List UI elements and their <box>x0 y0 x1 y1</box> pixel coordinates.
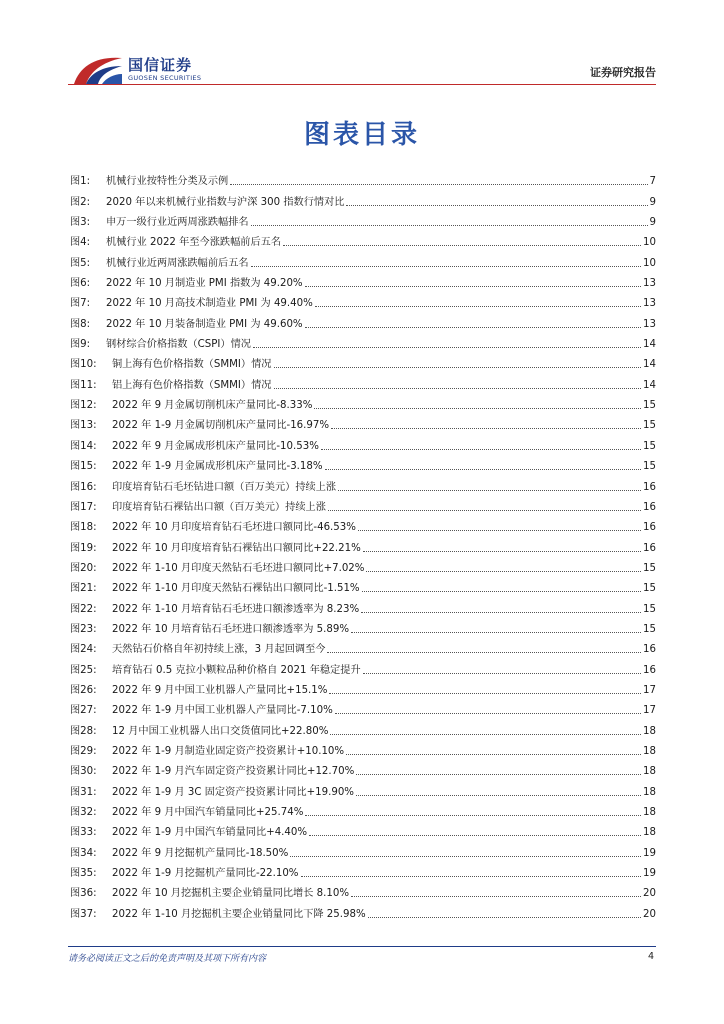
toc-entry-title: 2022 年 9 月金属成形机床产量同比-10.53% <box>112 440 319 452</box>
toc-leader-dots <box>346 205 647 206</box>
toc-entry-title: 2022 年 1-9 月制造业固定资产投资累计+10.10% <box>112 745 345 757</box>
toc-leader-dots <box>358 530 641 531</box>
toc-leader-dots <box>314 408 641 409</box>
toc-entry-page: 16 <box>643 644 656 656</box>
toc-entry[interactable] <box>70 697 656 717</box>
toc-entry-label: 图20: <box>70 562 97 574</box>
toc-entry-page: 9 <box>649 196 656 208</box>
toc-entry-title: 2022 年 1-9 月挖掘机产量同比-22.10% <box>112 868 299 880</box>
toc-entry-title: 2022 年 10 月印度培育钻石毛坯进口额同比-46.53% <box>112 522 356 534</box>
toc-entry-title: 钢材综合价格指数（CSPI）情况 <box>106 339 251 351</box>
toc-entry-label: 图4: <box>70 237 91 249</box>
toc-entry[interactable] <box>70 188 656 208</box>
toc-entry-label: 图12: <box>70 400 97 412</box>
page-title: 图表目录 <box>303 120 420 150</box>
toc-entry-title: 2022 年 1-9 月汽车固定资产投资累计同比+12.70% <box>112 766 355 778</box>
toc-entry-label: 图30: <box>70 766 97 778</box>
toc-entry-page: 18 <box>643 786 656 798</box>
toc-leader-dots <box>251 266 641 267</box>
toc-entry-title: 培育钻石 0.5 克拉小颗粒品种价格自 2021 年稳定提升 <box>112 664 361 676</box>
toc-leader-dots <box>356 774 641 775</box>
toc-entry-title: 铜上海有色价格指数（SMMI）情况 <box>112 359 272 371</box>
toc-entry[interactable] <box>70 636 656 656</box>
toc-entry-page: 20 <box>643 908 656 920</box>
toc-entry-title: 2022 年 9 月挖掘机产量同比-18.50% <box>112 847 289 859</box>
toc-entry-label: 图35: <box>70 868 97 880</box>
toc-entry-page: 16 <box>643 501 656 513</box>
toc-entry-page: 15 <box>643 461 656 473</box>
toc-leader-dots <box>351 896 641 897</box>
toc-leader-dots <box>274 388 642 389</box>
toc-entry[interactable] <box>70 432 656 452</box>
toc-entry-title: 2022 年 1-9 月金属切削机床产量同比-16.97% <box>112 420 330 432</box>
toc-leader-dots <box>325 469 641 470</box>
toc-leader-dots <box>361 612 641 613</box>
toc-entry-title: 2022 年 9 月中国工业机器人产量同比+15.1% <box>112 684 328 696</box>
toc-entry-title: 2022 年 1-9 月 3C 固定资产投资累计同比+19.90% <box>112 786 354 798</box>
toc-entry[interactable] <box>70 168 656 188</box>
toc-entry-label: 图24: <box>70 644 97 656</box>
toc-leader-dots <box>283 245 641 246</box>
toc-entry-page: 17 <box>643 705 656 717</box>
toc-entry-title: 机械行业近两周涨跌幅前后五名 <box>106 257 249 269</box>
toc-leader-dots <box>321 449 641 450</box>
toc-leader-dots <box>305 815 641 816</box>
page-number: 4 <box>647 951 654 962</box>
toc-entry[interactable] <box>70 656 656 676</box>
toc-entry[interactable] <box>70 575 656 595</box>
toc-entry[interactable] <box>70 310 656 330</box>
toc-entry-label: 图6: <box>70 278 91 290</box>
toc-entry[interactable] <box>70 555 656 575</box>
toc-leader-dots <box>363 673 641 674</box>
toc-entry-page: 17 <box>643 684 656 696</box>
toc-entry-page: 9 <box>649 217 656 229</box>
toc-entry-title: 2022 年 10 月装备制造业 PMI 为 49.60% <box>106 318 303 330</box>
toc-entry-title: 12 月中国工业机器人出口交货值同比+22.80% <box>112 725 329 737</box>
toc-leader-dots <box>253 347 641 348</box>
toc-leader-dots <box>230 184 647 185</box>
toc-entry-title: 2022 年 1-9 月中国工业机器人产量同比-7.10% <box>112 705 333 717</box>
logo-chinese-name: 国信证券 <box>128 56 193 74</box>
toc-entry-page: 15 <box>643 400 656 412</box>
toc-entry-title: 2022 年 1-9 月金属成形机床产量同比-3.18% <box>112 461 323 473</box>
toc-entry-page: 15 <box>643 440 656 452</box>
toc-entry-page: 15 <box>643 603 656 615</box>
toc-entry-page: 16 <box>643 522 656 534</box>
toc-entry-title: 2020 年以来机械行业指数与沪深 300 指数行情对比 <box>106 196 345 208</box>
toc-entry-title: 2022 年 1-10 月培育钻石毛坯进口额渗透率为 8.23% <box>112 603 360 615</box>
toc-entry[interactable] <box>70 514 656 534</box>
toc-entry-label: 图37: <box>70 908 97 920</box>
toc-entry-label: 图34: <box>70 847 97 859</box>
toc-entry[interactable] <box>70 758 656 778</box>
toc-entry-title: 2022 年 10 月高技术制造业 PMI 为 49.40% <box>106 298 313 310</box>
toc-entry-page: 14 <box>643 359 656 371</box>
guosen-logo-icon <box>72 52 124 86</box>
toc-leader-dots <box>290 856 641 857</box>
toc-entry-title: 铝上海有色价格指数（SMMI）情况 <box>112 379 272 391</box>
toc-entry-label: 图33: <box>70 827 97 839</box>
toc-leader-dots <box>301 876 642 877</box>
toc-entry-title: 2022 年 1-10 月印度天然钻石裸钻出口额同比-1.51% <box>112 583 360 595</box>
toc-entry-label: 图1: <box>70 176 91 188</box>
footer-divider <box>68 946 656 947</box>
toc-entry[interactable] <box>70 880 656 900</box>
toc-leader-dots <box>309 835 641 836</box>
toc-entry-label: 图10: <box>70 359 97 371</box>
toc-entry-label: 图11: <box>70 379 97 391</box>
toc-entry-page: 18 <box>643 827 656 839</box>
toc-entry[interactable] <box>70 351 656 371</box>
toc-entry-label: 图26: <box>70 684 97 696</box>
toc-leader-dots <box>366 571 641 572</box>
toc-entry-title: 2022 年 1-9 月中国汽车销量同比+4.40% <box>112 827 308 839</box>
toc-entry[interactable] <box>70 819 656 839</box>
toc-entry[interactable] <box>70 229 656 249</box>
toc-leader-dots <box>368 917 641 918</box>
toc-leader-dots <box>362 591 641 592</box>
toc-entry-page: 18 <box>643 745 656 757</box>
toc-leader-dots <box>251 225 648 226</box>
toc-entry-title: 2022 年 10 月制造业 PMI 指数为 49.20% <box>106 278 303 290</box>
toc-entry[interactable] <box>70 799 656 819</box>
toc-entry-label: 图27: <box>70 705 97 717</box>
header-divider <box>68 84 656 85</box>
toc-entry[interactable] <box>70 717 656 737</box>
toc-entry-page: 13 <box>643 278 656 290</box>
toc-leader-dots <box>330 734 641 735</box>
toc-entry-page: 18 <box>643 766 656 778</box>
toc-entry-title: 2022 年 9 月中国汽车销量同比+25.74% <box>112 807 304 818</box>
toc-leader-dots <box>338 490 641 491</box>
toc-entry-label: 图8: <box>70 318 91 330</box>
toc-leader-dots <box>305 286 641 287</box>
toc-entry-title: 机械行业 2022 年至今涨跌幅前后五名 <box>106 237 282 249</box>
toc-entry-title: 2022 年 10 月印度培育钻石裸钻出口额同比+22.21% <box>112 542 361 554</box>
toc-entry[interactable] <box>70 290 656 310</box>
toc-entry[interactable] <box>70 453 656 473</box>
toc-entry-page: 13 <box>643 298 656 310</box>
figure-toc-list <box>70 168 656 921</box>
toc-entry-label: 图19: <box>70 542 97 554</box>
toc-entry[interactable] <box>70 392 656 412</box>
disclaimer-note: 请务必阅读正文之后的免责声明及其项下所有内容 <box>68 954 267 964</box>
toc-entry-label: 图28: <box>70 725 97 737</box>
toc-entry-label: 图13: <box>70 420 97 432</box>
toc-entry[interactable] <box>70 534 656 554</box>
toc-entry-page: 19 <box>643 847 656 859</box>
toc-leader-dots <box>329 693 641 694</box>
toc-entry-page: 16 <box>643 542 656 554</box>
toc-entry-page: 14 <box>643 339 656 351</box>
toc-entry-title: 2022 年 10 月挖掘机主要企业销量同比增长 8.10% <box>112 888 350 900</box>
toc-entry[interactable] <box>70 494 656 514</box>
toc-entry-label: 图16: <box>70 481 97 493</box>
toc-entry-title: 机械行业按特性分类及示例 <box>106 176 229 188</box>
toc-entry-title: 印度培育钻石毛坯钻进口额（百万美元）持续上涨 <box>112 481 337 493</box>
toc-entry-page: 16 <box>643 481 656 493</box>
toc-entry-page: 13 <box>643 318 656 330</box>
toc-entry-page: 18 <box>643 725 656 737</box>
toc-entry-label: 图5: <box>70 257 91 269</box>
toc-entry-page: 14 <box>643 379 656 391</box>
toc-entry-label: 图17: <box>70 501 97 513</box>
logo-english-name: GUOSEN SECURITIES <box>128 74 202 82</box>
toc-entry-title: 印度培育钻石裸钻出口额（百万美元）持续上涨 <box>112 501 326 513</box>
toc-entry[interactable] <box>70 778 656 798</box>
toc-leader-dots <box>356 795 641 796</box>
toc-entry-page: 18 <box>643 807 656 818</box>
toc-entry[interactable] <box>70 616 656 636</box>
toc-leader-dots <box>305 327 641 328</box>
toc-leader-dots <box>315 306 641 307</box>
toc-entry[interactable] <box>70 331 656 351</box>
toc-entry-title: 天然钻石价格自年初持续上涨，3 月起回调至今 <box>112 644 326 656</box>
page-header <box>0 0 724 90</box>
toc-entry-label: 图31: <box>70 786 97 798</box>
toc-entry-page: 7 <box>649 176 656 188</box>
toc-leader-dots <box>346 754 641 755</box>
toc-entry-label: 图9: <box>70 339 91 351</box>
report-type-label: 证券研究报告 <box>590 66 656 79</box>
toc-leader-dots <box>274 367 642 368</box>
toc-entry[interactable] <box>70 412 656 432</box>
guosen-logo <box>72 52 212 86</box>
toc-entry[interactable] <box>70 371 656 391</box>
toc-entry-label: 图14: <box>70 440 97 452</box>
toc-entry-title: 申万一级行业近两周涨跌幅排名 <box>106 217 249 229</box>
toc-entry[interactable] <box>70 677 656 697</box>
toc-entry-page: 15 <box>643 420 656 432</box>
toc-entry-label: 图21: <box>70 583 97 595</box>
toc-entry[interactable] <box>70 900 656 920</box>
toc-leader-dots <box>328 510 641 511</box>
toc-entry[interactable] <box>70 595 656 615</box>
toc-entry[interactable] <box>70 249 656 269</box>
toc-entry-label: 图22: <box>70 603 97 615</box>
toc-entry-page: 10 <box>643 237 656 249</box>
toc-leader-dots <box>331 428 641 429</box>
toc-entry-page: 15 <box>643 623 656 635</box>
toc-entry-title: 2022 年 10 月培育钻石毛坯进口额渗透率为 5.89% <box>112 623 350 635</box>
toc-entry[interactable] <box>70 839 656 859</box>
toc-entry-page: 10 <box>643 257 656 269</box>
toc-entry-label: 图29: <box>70 745 97 757</box>
toc-entry-page: 19 <box>643 868 656 880</box>
toc-entry-page: 15 <box>643 583 656 595</box>
toc-entry-title: 2022 年 1-10 月挖掘机主要企业销量同比下降 25.98% <box>112 908 366 920</box>
toc-entry-label: 图15: <box>70 461 97 473</box>
toc-entry[interactable] <box>70 860 656 880</box>
toc-leader-dots <box>351 632 641 633</box>
toc-leader-dots <box>363 551 641 552</box>
toc-entry-page: 20 <box>643 888 656 900</box>
toc-entry-page: 16 <box>643 664 656 676</box>
toc-entry-label: 图2: <box>70 196 91 208</box>
toc-entry-title: 2022 年 9 月金属切削机床产量同比-8.33% <box>112 400 313 412</box>
toc-entry-label: 图7: <box>70 298 91 310</box>
toc-leader-dots <box>327 652 641 653</box>
toc-entry-label: 图3: <box>70 217 91 229</box>
toc-entry-page: 15 <box>643 562 656 574</box>
toc-entry-label: 图32: <box>70 807 97 818</box>
toc-entry-title: 2022 年 1-10 月印度天然钻石毛坯进口额同比+7.02% <box>112 562 365 574</box>
toc-entry-label: 图36: <box>70 888 97 900</box>
toc-leader-dots <box>335 713 641 714</box>
toc-entry[interactable] <box>70 738 656 758</box>
toc-entry-label: 图18: <box>70 522 97 534</box>
toc-entry[interactable] <box>70 270 656 290</box>
toc-entry[interactable] <box>70 473 656 493</box>
toc-entry-label: 图23: <box>70 623 97 635</box>
toc-entry[interactable] <box>70 209 656 229</box>
toc-entry-label: 图25: <box>70 664 97 676</box>
